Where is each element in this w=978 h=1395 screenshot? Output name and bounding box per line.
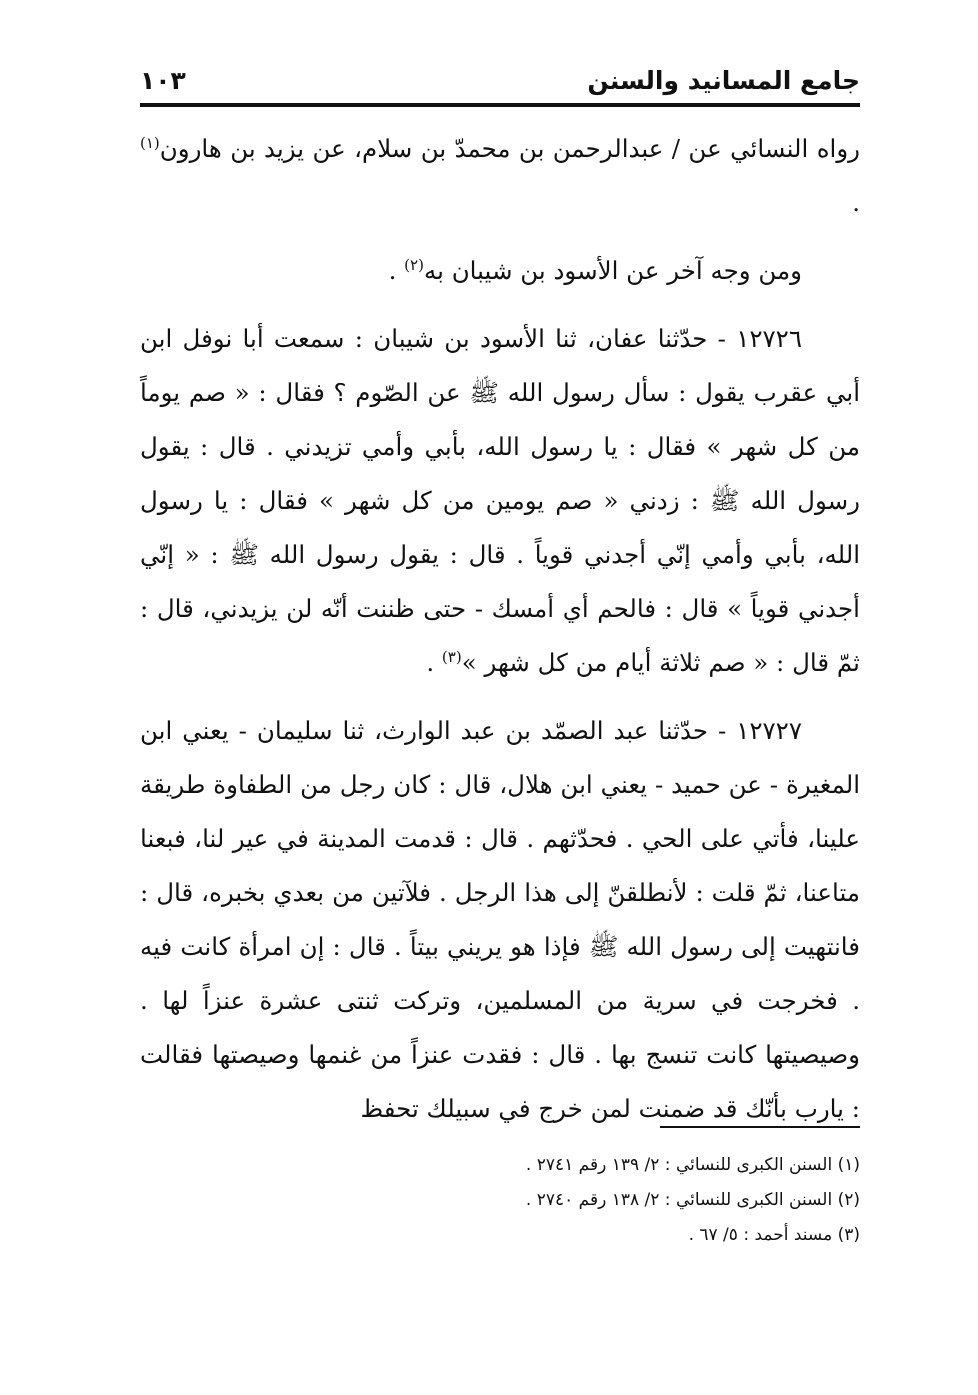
paragraph-text: رواه النسائي عن / عبدالرحمن بن محمدّ بن سلام، عن يزيد بن هارون — [159, 134, 860, 163]
paragraph-other-route — [140, 244, 860, 298]
paragraph-text: ١٢٧٢٦ - حدّثنا عفان، ثنا الأسود بن شيبان : سمعت أبا نوفل ابن أبي عقرب يقول : سأل رسول الله ﷺ عن الصّوم ؟ فقال : « صم يوماً من كل شهر » فقال : يا رسول الله، بأبي وأمي تزيدني . قال : يقول رسول الله ﷺ : زدني « صم يومين من كل شهر » فقال : يا رسول الله، بأبي وأمي إنّي أجدني قوياً . قال : يقول رسول الله ﷺ : « إنّي أجدني قوياً » قال : فالحم أي أمسك - حتى ظننت أنّه لن يزيدني، قال : ثمّ قال : « صم ثلاثة أيام من كل شهر » — [140, 324, 860, 677]
footnote-2: (٢) السنن الكبرى للنسائي : ٢/ ١٣٨ رقم ٢٧٤٠ . — [525, 1190, 860, 1210]
paragraph-end: . — [852, 188, 860, 217]
paragraph-text: ١٢٧٢٧ - حدّثنا عبد الصمّد بن عبد الوارث، ثنا سليمان - يعني ابن المغيرة - عن حميد - يعني ابن هلال، قال : كان رجل من الطفاوة طريقة علينا، فأتي على الحي . فحدّثهم . قال : قدمت المدينة في عير لنا، فبعنا متاعنا، ثمّ قلت : لأنطلقنّ إلى هذا الرجل . فلآتين من بعدي بخبره، قال : فانتهيت إلى رسول الله ﷺ فإذا هو يريني بيتاً . قال : إن امرأة كانت فيه . فخرجت في سرية من المسلمين، وتركت ثنتى عشرة عنزاً لها . وصيصيتها كانت تنسج بها . قال : فقدت عنزاً من غنمها وصيصتها فقالت : يارب بأنّك قد ضمنت لمن خرج في سبيلك تحفظ — [140, 716, 860, 1123]
footnote-1: (١) السنن الكبرى للنسائي : ٢/ ١٣٩ رقم ٢٧٤١ . — [525, 1155, 860, 1175]
paragraph-text: ومن وجه آخر عن الأسود بن شيبان به — [423, 256, 802, 285]
paragraph-nasai — [140, 122, 860, 230]
footnote-rule — [660, 1126, 860, 1128]
footnote-ref-2: (٢) — [404, 255, 424, 274]
paragraph-end: . — [426, 648, 442, 677]
footnotes — [140, 1148, 860, 1253]
footnote-ref-3: (٣) — [441, 647, 462, 666]
book-title: جامع المسانيد والسنن — [587, 66, 860, 95]
hadith-12727 — [140, 704, 860, 1136]
footnote-3: (٣) مسند أحمد : ٥/ ٦٧ . — [688, 1225, 860, 1245]
paragraph-end: . — [388, 256, 405, 285]
hadith-12726 — [140, 312, 860, 690]
page-number: ١٠٣ — [140, 66, 186, 95]
header-rule — [140, 103, 860, 107]
page-header — [140, 52, 860, 96]
main-text — [140, 122, 860, 1150]
footnote-ref-1: (١) — [140, 133, 160, 152]
